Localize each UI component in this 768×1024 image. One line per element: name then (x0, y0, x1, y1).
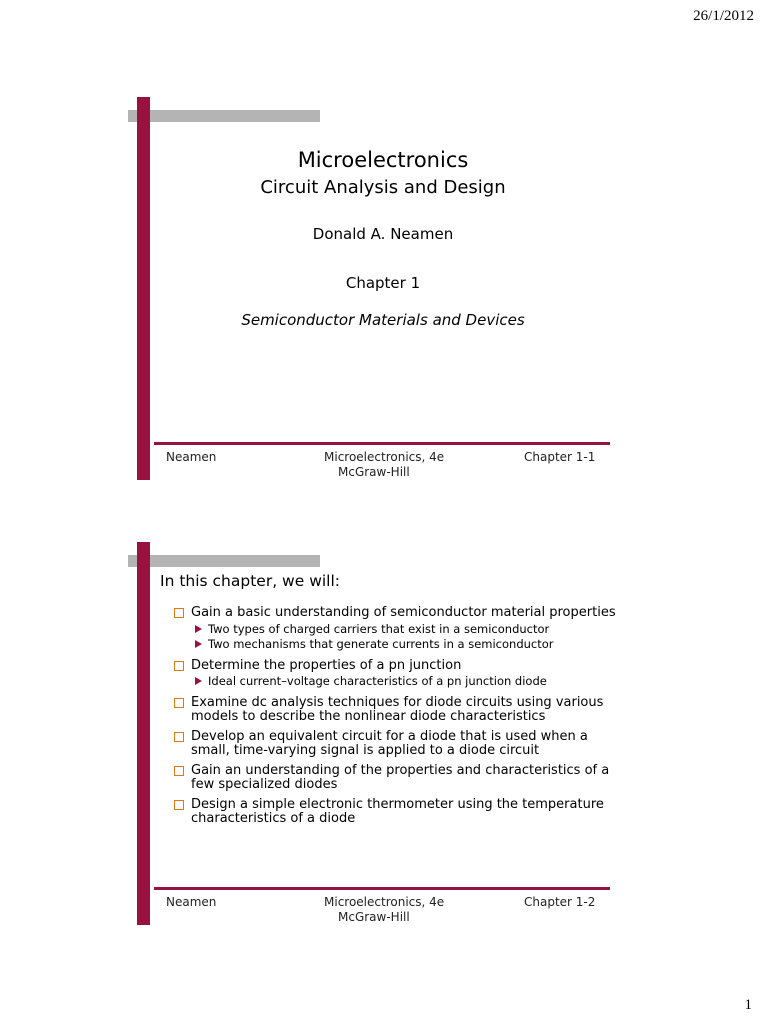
list-item (174, 730, 620, 757)
decorative-gray-bar (128, 110, 320, 122)
footer-chapter: Chapter 1-1 (524, 450, 596, 464)
arrow-bullet-icon (195, 640, 202, 648)
footer-book (324, 895, 464, 925)
sub-list-item (191, 637, 620, 652)
decorative-red-bar (137, 97, 150, 480)
sub-list-item-text: Two mechanisms that generate currents in a semiconductor (208, 636, 554, 651)
slide-author: Donald A. Neamen (312, 225, 454, 243)
footer-publisher: McGraw-Hill (338, 910, 410, 924)
list-item-text: Gain an understanding of the properties and characteristics of a few specialized diodes (191, 763, 610, 792)
sub-list (191, 622, 620, 652)
footer-author: Neamen (166, 895, 217, 909)
slide-heading: In this chapter, we will: (160, 572, 341, 590)
slide-chapter: Chapter 1 (345, 274, 421, 292)
arrow-bullet-icon (195, 677, 202, 685)
page-date: 26/1/2012 (693, 8, 754, 24)
slide-topic: Semiconductor Materials and Devices (241, 311, 525, 329)
square-bullet-icon (174, 698, 184, 708)
sub-list-item (191, 622, 620, 637)
sub-list-item-text: Ideal current–voltage characteristics of a pn junction diode (208, 674, 547, 688)
list-item (174, 659, 620, 690)
footer-divider (154, 442, 610, 445)
footer-author: Neamen (166, 450, 217, 464)
sub-list-item-text: Two types of charged carriers that exist in a semiconductor (208, 621, 550, 636)
list-item-text: Gain a basic understanding of semiconductor material properties (191, 605, 616, 620)
sub-list (191, 674, 620, 689)
footer-chapter: Chapter 1-2 (524, 895, 596, 909)
slide-subtitle: Circuit Analysis and Design (260, 177, 506, 198)
footer-publisher: McGraw-Hill (338, 465, 410, 479)
footer-book (324, 450, 464, 480)
arrow-bullet-icon (195, 625, 202, 633)
square-bullet-icon (174, 608, 184, 618)
decorative-gray-bar (128, 555, 320, 567)
footer-book-title: Microelectronics, 4e (324, 895, 445, 909)
slide-title: Microelectronics (297, 148, 469, 172)
list-item-text: Determine the properties of a pn junction (191, 657, 462, 673)
square-bullet-icon (174, 800, 184, 810)
list-item (174, 764, 620, 791)
list-item (174, 696, 620, 723)
footer-book-title: Microelectronics, 4e (324, 450, 445, 464)
list-item-text: Examine dc analysis techniques for diode circuits using various models to describe the nonlinear diode characteristics (191, 695, 604, 724)
list-item (174, 606, 620, 652)
footer-divider (154, 887, 610, 890)
objectives-list (174, 606, 620, 832)
slide-1 (0, 95, 768, 485)
page-number: 1 (744, 997, 752, 1013)
decorative-red-bar (137, 542, 150, 925)
sub-list-item (191, 674, 620, 689)
square-bullet-icon (174, 661, 184, 671)
square-bullet-icon (174, 766, 184, 776)
list-item-text: Design a simple electronic thermometer using the temperature characteristics of a diode (191, 797, 604, 826)
slide-2 (0, 540, 768, 930)
list-item-text: Develop an equivalent circuit for a diode that is used when a small, time-varying signal is applied to a diode circuit (191, 729, 588, 758)
square-bullet-icon (174, 732, 184, 742)
list-item (174, 798, 620, 825)
